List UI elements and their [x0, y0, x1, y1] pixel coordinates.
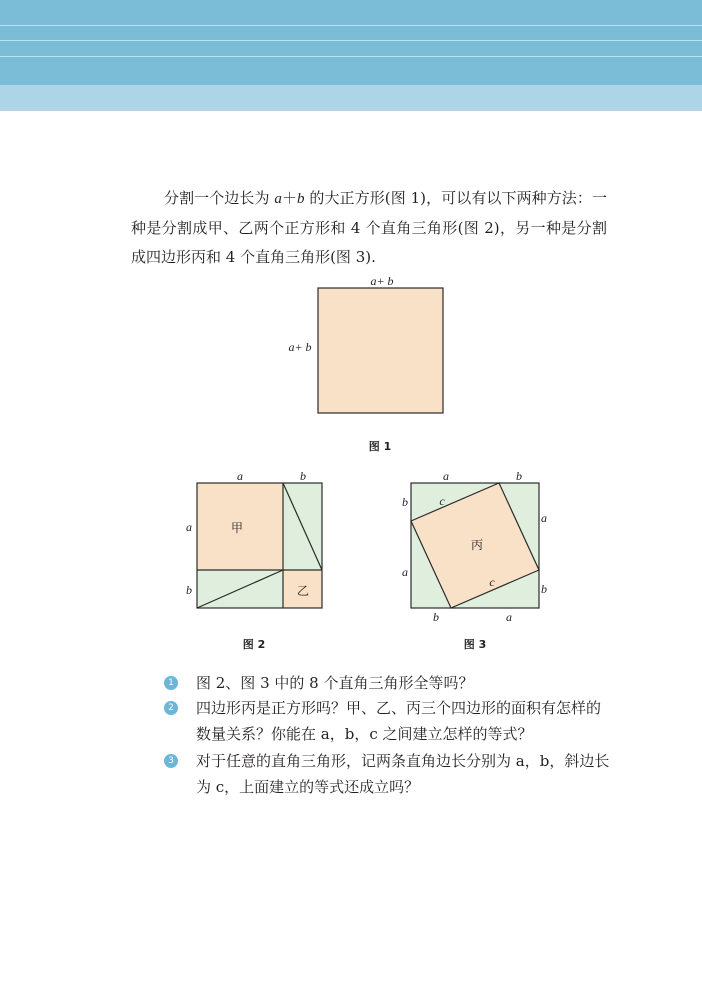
label: a: [541, 511, 547, 525]
big-square: [318, 288, 443, 413]
caption-fig2: 图 2: [242, 638, 266, 651]
label: a: [506, 610, 512, 624]
question-number-badge: 2: [164, 701, 178, 715]
label: b: [541, 582, 547, 596]
label: a: [402, 565, 408, 579]
question-3: [160, 748, 610, 800]
question-text: 图 2、图 3 中的 8 个直角三角形全等吗？: [196, 674, 474, 692]
var-a: a: [274, 191, 282, 207]
label: b: [300, 469, 306, 483]
label: b: [516, 469, 522, 483]
question-1: [160, 670, 610, 696]
label: b: [186, 583, 192, 597]
question-number-badge: 1: [164, 676, 178, 690]
caption-fig3: 图 3: [463, 638, 487, 651]
label: a: [186, 520, 192, 534]
question-text: 对于任意的直角三角形，记两条直角边长分别为 a，b，斜边长为 c，上面建立的等式还成立吗？: [196, 752, 610, 796]
var-b: b: [297, 191, 305, 207]
figure-3: [402, 469, 547, 651]
label-top: a+ b: [370, 274, 394, 288]
figure-1: [288, 274, 443, 453]
region-yi-label: 乙: [296, 584, 310, 598]
question-text: 四边形丙是正方形吗？甲、乙、丙三个四边形的面积有怎样的数量关系？你能在 a，b，c 之间建立怎样的等式？: [196, 699, 602, 743]
question-number-badge: 3: [164, 754, 178, 768]
label: a: [237, 469, 243, 483]
label-left: a+ b: [288, 340, 312, 354]
intro-text: 的大正方形(图 1)，可以有以下两种方法：一种是分割成甲、乙两个正方形和 4 个直角三角形(图 2)，另一种是分割成四边形丙和 4 个直角三角形(图 3).: [131, 189, 607, 266]
label: c: [439, 494, 445, 508]
caption-fig1: 图 1: [368, 440, 392, 453]
label: b: [402, 495, 408, 509]
label: a: [443, 469, 449, 483]
region-jia-label: 甲: [230, 521, 244, 535]
label: b: [433, 610, 439, 624]
region-bing-label: 丙: [470, 538, 484, 552]
question-2: [160, 695, 610, 747]
figure-2: [186, 469, 322, 651]
label: c: [489, 575, 495, 589]
intro-text: 分割一个边长为: [164, 189, 275, 207]
plus-sign: ＋: [281, 189, 298, 207]
